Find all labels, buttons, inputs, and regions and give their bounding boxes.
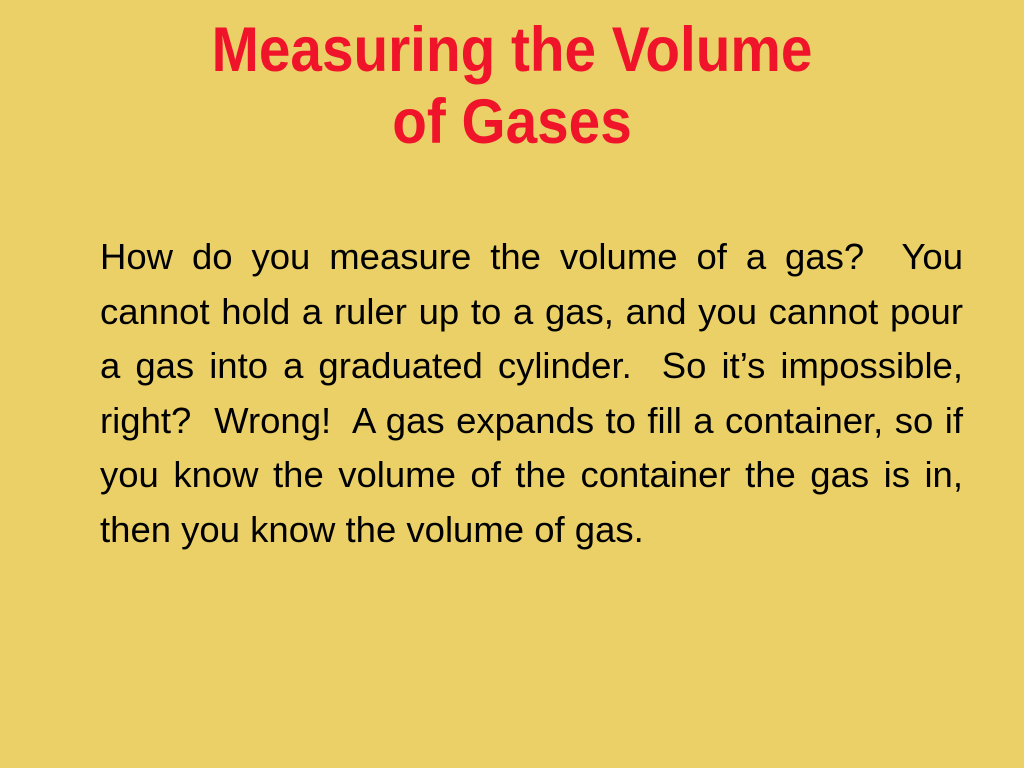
slide-title bbox=[87, 14, 937, 158]
slide-title-line-1: Measuring the Volume bbox=[211, 15, 813, 85]
slide-body-paragraph: How do you measure the volume of a gas? You cannot hold a ruler up to a gas, and you cannot pour a gas into a graduated cylinder. So it’s impossible, right? Wrong! A gas expands to fill a container, so if you know the volume of the container the gas is in, then you know the volume of gas. bbox=[100, 236, 974, 550]
slide-title-line-2: of Gases bbox=[392, 87, 632, 157]
